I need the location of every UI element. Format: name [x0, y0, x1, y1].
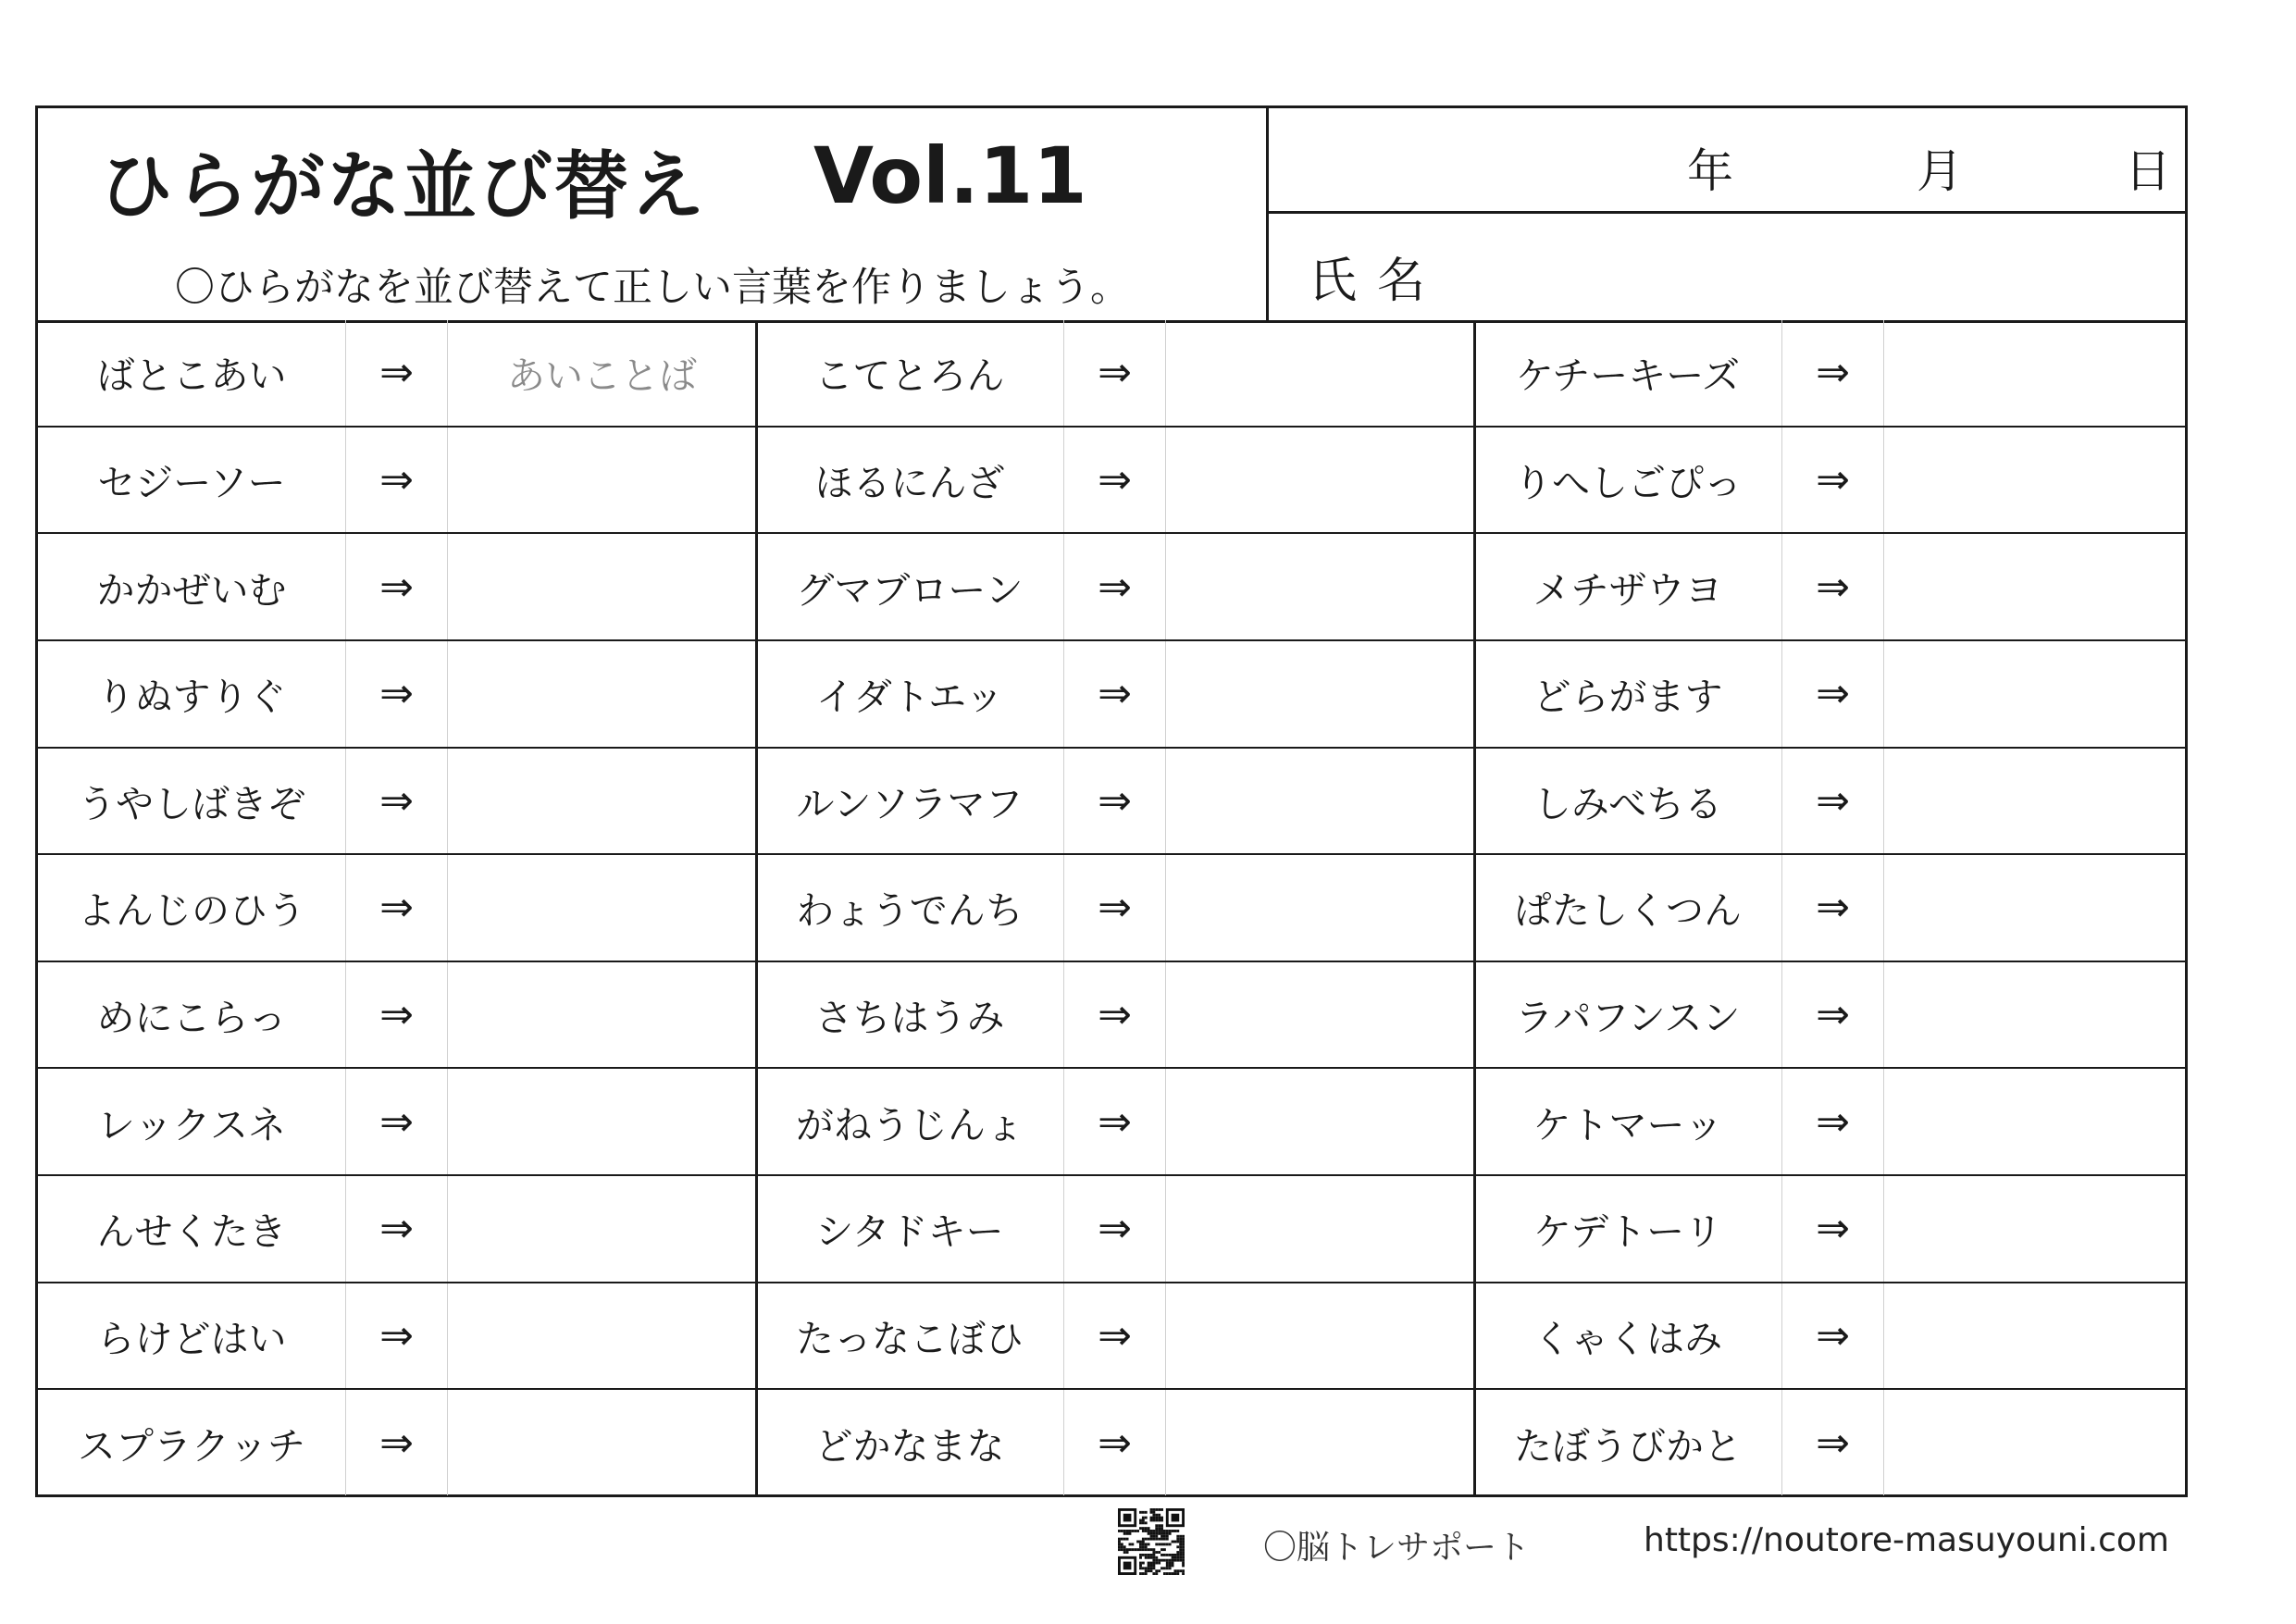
scrambled-word: かかぜいむ	[38, 534, 346, 639]
scrambled-word: たっなこぼひ	[756, 1283, 1064, 1389]
table-row	[38, 534, 2185, 641]
qr-code-icon	[1118, 1508, 1185, 1575]
answer-field[interactable]	[1884, 1283, 2192, 1389]
month-label: 月	[1917, 144, 1963, 198]
group-divider	[1473, 320, 1476, 1497]
answer-field[interactable]	[1884, 1390, 2192, 1495]
scrambled-word: どらがます	[1474, 641, 1782, 747]
site-name: 〇脳トレサポート	[1263, 1529, 1531, 1567]
arrow-icon: ⇒	[1782, 534, 1884, 639]
scrambled-word: ケトマーッ	[1474, 1069, 1782, 1174]
arrow-icon: ⇒	[1064, 534, 1166, 639]
scrambled-word: ばとこあい	[38, 320, 346, 426]
puzzle-item	[1474, 1069, 2192, 1174]
arrow-icon: ⇒	[1064, 428, 1166, 533]
answer-field[interactable]	[448, 749, 756, 854]
arrow-icon: ⇒	[1782, 1069, 1884, 1174]
puzzle-item	[756, 1390, 1474, 1495]
day-label: 日	[2125, 144, 2171, 198]
footer	[0, 1508, 2296, 1582]
arrow-icon: ⇒	[346, 1283, 448, 1389]
answer-field[interactable]	[448, 962, 756, 1068]
arrow-icon: ⇒	[346, 320, 448, 426]
answer-field[interactable]	[448, 855, 756, 961]
arrow-icon: ⇒	[346, 1069, 448, 1174]
puzzle-item	[38, 1069, 756, 1174]
answer-field[interactable]	[1166, 534, 1474, 639]
scrambled-word: セジーソー	[38, 428, 346, 533]
scrambled-word: よんじのひう	[38, 855, 346, 961]
puzzle-item	[756, 962, 1474, 1068]
puzzle-item	[756, 855, 1474, 961]
answer-field[interactable]	[1884, 749, 2192, 854]
answer-field[interactable]	[1884, 1176, 2192, 1282]
puzzle-item	[38, 641, 756, 747]
date-field[interactable]	[1269, 108, 2188, 214]
puzzle-item	[756, 534, 1474, 639]
answer-field[interactable]	[1884, 1069, 2192, 1174]
page-title: ひらがな並び替え	[99, 143, 706, 229]
table-row	[38, 1390, 2185, 1497]
scrambled-word: がねうじんょ	[756, 1069, 1064, 1174]
table-row	[38, 749, 2185, 856]
puzzle-item	[756, 1283, 1474, 1389]
scrambled-word: さちはうみ	[756, 962, 1064, 1068]
name-label: 氏名	[1309, 254, 1446, 309]
puzzle-item	[1474, 962, 2192, 1068]
arrow-icon: ⇒	[1782, 1176, 1884, 1282]
arrow-icon: ⇒	[1782, 1283, 1884, 1389]
table-row	[38, 320, 2185, 428]
answer-field[interactable]	[448, 1069, 756, 1174]
puzzle-item	[1474, 320, 2192, 426]
puzzle-item	[38, 855, 756, 961]
answer-field[interactable]	[1884, 641, 2192, 747]
scrambled-word: ケチーキーズ	[1474, 320, 1782, 426]
puzzle-item	[38, 1176, 756, 1282]
arrow-icon: ⇒	[1782, 1390, 1884, 1495]
table-row	[38, 962, 2185, 1070]
puzzle-grid	[38, 320, 2185, 1497]
answer-field[interactable]	[448, 1283, 756, 1389]
answer-field[interactable]	[1166, 1176, 1474, 1282]
scrambled-word: りぬすりぐ	[38, 641, 346, 747]
puzzle-item	[756, 1069, 1474, 1174]
scrambled-word: ケデトーリ	[1474, 1176, 1782, 1282]
puzzle-item	[756, 641, 1474, 747]
puzzle-item	[1474, 641, 2192, 747]
arrow-icon: ⇒	[1064, 1069, 1166, 1174]
scrambled-word: わょうでんち	[756, 855, 1064, 961]
worksheet	[35, 105, 2188, 1497]
worksheet-header	[38, 108, 2185, 323]
puzzle-item	[38, 320, 756, 426]
scrambled-word: しみべちる	[1474, 749, 1782, 854]
table-row	[38, 428, 2185, 535]
answer-field[interactable]	[1166, 962, 1474, 1068]
answer-field[interactable]	[1884, 855, 2192, 961]
instruction-text: 〇ひらがなを並び替えて正しい言葉を作りましょう。	[175, 265, 1130, 311]
arrow-icon: ⇒	[1782, 749, 1884, 854]
puzzle-item	[38, 749, 756, 854]
puzzle-item	[38, 1390, 756, 1495]
scrambled-word: こてとろん	[756, 320, 1064, 426]
year-label: 年	[1687, 144, 1733, 198]
answer-field[interactable]	[1166, 855, 1474, 961]
arrow-icon: ⇒	[1064, 320, 1166, 426]
arrow-icon: ⇒	[1782, 855, 1884, 961]
puzzle-item	[38, 1283, 756, 1389]
puzzle-item	[756, 320, 1474, 426]
answer-field[interactable]	[1884, 428, 2192, 533]
arrow-icon: ⇒	[1064, 1390, 1166, 1495]
answer-field[interactable]	[1166, 641, 1474, 747]
answer-field[interactable]	[448, 428, 756, 533]
arrow-icon: ⇒	[1064, 962, 1166, 1068]
arrow-icon: ⇒	[346, 641, 448, 747]
puzzle-item	[1474, 534, 2192, 639]
table-row	[38, 1283, 2185, 1391]
scrambled-word: ほるにんざ	[756, 428, 1064, 533]
table-row	[38, 641, 2185, 749]
arrow-icon: ⇒	[346, 428, 448, 533]
table-row	[38, 1069, 2185, 1176]
answer-field[interactable]	[448, 1390, 756, 1495]
arrow-icon: ⇒	[346, 1390, 448, 1495]
arrow-icon: ⇒	[346, 855, 448, 961]
name-field[interactable]	[1269, 214, 2188, 320]
answer-field[interactable]	[448, 641, 756, 747]
scrambled-word: くゃくはみ	[1474, 1283, 1782, 1389]
arrow-icon: ⇒	[346, 534, 448, 639]
scrambled-word: んせくたき	[38, 1176, 346, 1282]
puzzle-item	[1474, 1176, 2192, 1282]
answer-field[interactable]	[1166, 1390, 1474, 1495]
puzzle-item	[38, 962, 756, 1068]
arrow-icon: ⇒	[1782, 641, 1884, 747]
answer-field[interactable]	[448, 534, 756, 639]
answer-field[interactable]	[448, 1176, 756, 1282]
answer-field[interactable]	[1166, 749, 1474, 854]
arrow-icon: ⇒	[1064, 1176, 1166, 1282]
puzzle-item	[1474, 1390, 2192, 1495]
arrow-icon: ⇒	[1064, 1283, 1166, 1389]
answer-field[interactable]	[1884, 962, 2192, 1068]
puzzle-item	[756, 1176, 1474, 1282]
arrow-icon: ⇒	[346, 749, 448, 854]
arrow-icon: ⇒	[1064, 855, 1166, 961]
answer-field[interactable]: あいことば	[507, 353, 697, 399]
scrambled-word: ラパフンスン	[1474, 962, 1782, 1068]
answer-field[interactable]	[1884, 534, 2192, 639]
group-divider	[755, 320, 758, 1497]
scrambled-word: らけどはい	[38, 1283, 346, 1389]
scrambled-word: めにこらっ	[38, 962, 346, 1068]
answer-field[interactable]	[1166, 320, 1474, 426]
site-url[interactable]: https://noutore-masuyouni.com	[1644, 1521, 2169, 1559]
title-area	[38, 108, 1269, 320]
scrambled-word: スプラクッチ	[38, 1390, 346, 1495]
scrambled-word: メチザウヨ	[1474, 534, 1782, 639]
scrambled-word: ぱたしくつん	[1474, 855, 1782, 961]
arrow-icon: ⇒	[346, 962, 448, 1068]
scrambled-word: どかなまな	[756, 1390, 1064, 1495]
volume-label: Vol.11	[813, 130, 1087, 221]
answer-field[interactable]	[1166, 428, 1474, 533]
puzzle-item	[756, 749, 1474, 854]
answer-field[interactable]	[1166, 1283, 1474, 1389]
table-row	[38, 1176, 2185, 1283]
arrow-icon: ⇒	[346, 1176, 448, 1282]
arrow-icon: ⇒	[1782, 320, 1884, 426]
scrambled-word: シタドキー	[756, 1176, 1064, 1282]
puzzle-item	[38, 534, 756, 639]
arrow-icon: ⇒	[1064, 641, 1166, 747]
scrambled-word: ルンソラマフ	[756, 749, 1064, 854]
arrow-icon: ⇒	[1782, 428, 1884, 533]
table-row	[38, 855, 2185, 962]
scrambled-word: たぼうびかと	[1474, 1390, 1782, 1495]
puzzle-item	[1474, 749, 2192, 854]
puzzle-item	[38, 428, 756, 533]
puzzle-item	[1474, 1283, 2192, 1389]
scrambled-word: レックスネ	[38, 1069, 346, 1174]
arrow-icon: ⇒	[1782, 962, 1884, 1068]
answer-field[interactable]	[1884, 320, 2192, 426]
arrow-icon: ⇒	[1064, 749, 1166, 854]
scrambled-word: グマブローン	[756, 534, 1064, 639]
puzzle-item	[1474, 428, 2192, 533]
scrambled-word: うやしばきぞ	[38, 749, 346, 854]
answer-field[interactable]	[1166, 1069, 1474, 1174]
puzzle-item	[1474, 855, 2192, 961]
scrambled-word: りへしごぴっ	[1474, 428, 1782, 533]
scrambled-word: イダトエッ	[756, 641, 1064, 747]
puzzle-item	[756, 428, 1474, 533]
